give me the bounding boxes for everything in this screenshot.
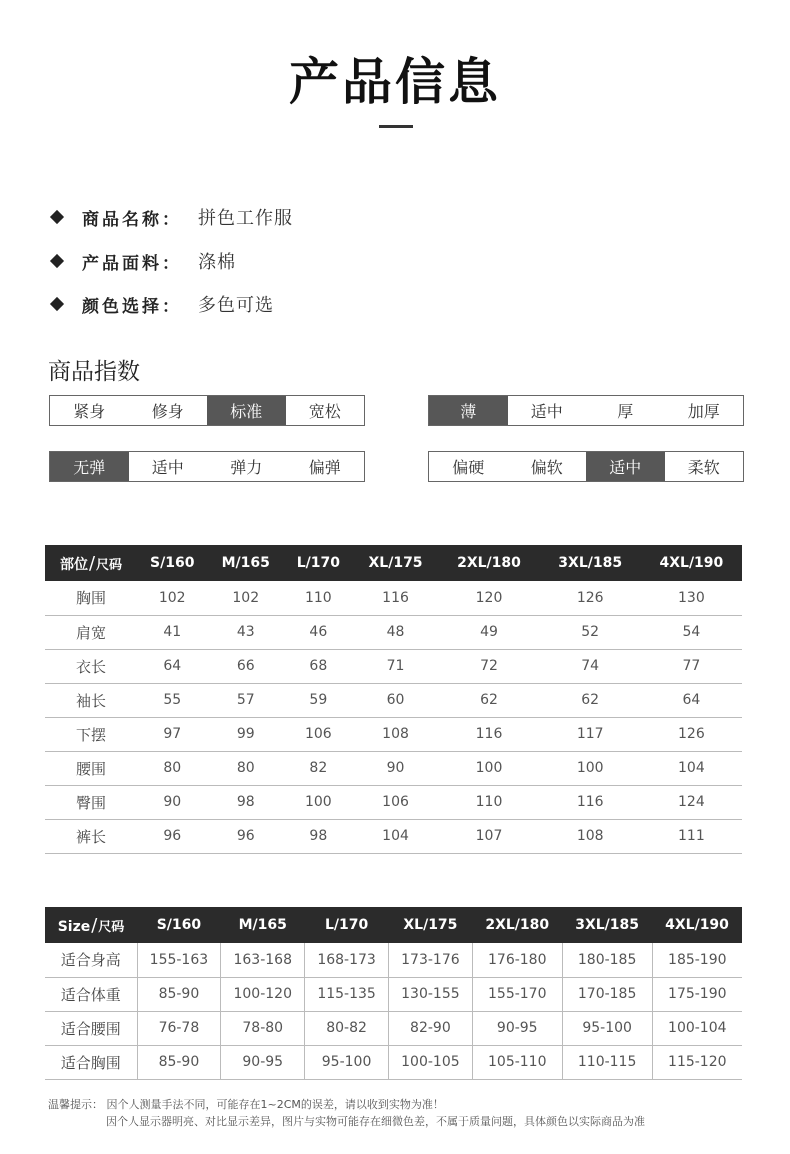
corner-main-label: 部位 <box>59 556 88 573</box>
scale-option: 偏弹 <box>308 458 341 477</box>
table-row <box>45 977 742 1011</box>
scale-option: 适中 <box>586 452 665 481</box>
table-cell: 106 <box>353 785 439 819</box>
table-cell: 116 <box>540 785 641 819</box>
size-column-header: M/165 <box>221 907 305 943</box>
scale-option: 弹力 <box>230 458 263 477</box>
table-cell: 107 <box>438 819 539 853</box>
table-cell: 62 <box>540 683 641 717</box>
diamond-bullet-icon <box>50 210 64 224</box>
info-row-color <box>50 292 274 316</box>
table-cell: 90 <box>353 751 439 785</box>
table-cell: 52 <box>540 615 641 649</box>
table-cell: 105-110 <box>472 1045 562 1079</box>
table-row <box>45 751 742 785</box>
table-cell: 59 <box>284 683 353 717</box>
table-cell: 49 <box>438 615 539 649</box>
table-cell: 72 <box>438 649 539 683</box>
table-cell: 102 <box>207 581 284 615</box>
table-cell: 55 <box>137 683 207 717</box>
corner-sub-label: 尺码 <box>98 919 125 935</box>
table-row <box>45 785 742 819</box>
corner-sub-label: 尺码 <box>96 557 123 573</box>
info-label: 颜色选择： <box>82 296 182 317</box>
row-label: 胸围 <box>45 581 137 615</box>
table-cell: 170-185 <box>562 977 652 1011</box>
table-cell: 168-173 <box>305 943 389 977</box>
table-cell: 85-90 <box>137 1045 221 1079</box>
size-column-header: 2XL/180 <box>438 545 539 581</box>
table-cell: 90-95 <box>472 1011 562 1045</box>
table-cell: 180-185 <box>562 943 652 977</box>
info-row-fabric <box>50 249 236 273</box>
row-label: 袖长 <box>45 683 137 717</box>
table-row <box>45 649 742 683</box>
diamond-bullet-icon <box>50 297 64 311</box>
scale-option: 标准 <box>207 396 286 425</box>
table-cell: 80-82 <box>305 1011 389 1045</box>
fit-scale <box>49 395 365 426</box>
note-line-1: 温馨提示： 因个人测量手法不同，可能存在1~2CM的误差，请以收到实物为准！ <box>48 1098 444 1111</box>
table-corner-header: Size/尺码 <box>45 907 137 943</box>
table-cell: 115-135 <box>305 977 389 1011</box>
table-cell: 173-176 <box>388 943 472 977</box>
scale-option: 适中 <box>151 458 184 477</box>
size-column-header: 3XL/185 <box>540 545 641 581</box>
table-cell: 120 <box>438 581 539 615</box>
row-label: 下摆 <box>45 717 137 751</box>
size-column-header: M/165 <box>207 545 284 581</box>
row-label: 适合腰围 <box>45 1011 137 1045</box>
size-column-header: L/170 <box>284 545 353 581</box>
scale-option: 加厚 <box>687 402 720 421</box>
table-cell: 124 <box>641 785 742 819</box>
table-cell: 90 <box>137 785 207 819</box>
table-cell: 163-168 <box>221 943 305 977</box>
scale-option: 无弹 <box>50 452 129 481</box>
table-header-row <box>45 545 742 581</box>
info-value: 拼色工作服 <box>198 208 293 229</box>
size-column-header: 4XL/190 <box>641 545 742 581</box>
index-title: 商品指数 <box>48 359 140 385</box>
table-cell: 116 <box>353 581 439 615</box>
table-cell: 41 <box>137 615 207 649</box>
table-cell: 95-100 <box>562 1011 652 1045</box>
table-cell: 68 <box>284 649 353 683</box>
table-cell: 80 <box>137 751 207 785</box>
size-column-header: 4XL/190 <box>652 907 742 943</box>
table-cell: 176-180 <box>472 943 562 977</box>
table-cell: 104 <box>353 819 439 853</box>
table-cell: 60 <box>353 683 439 717</box>
notes <box>48 1096 645 1130</box>
table-cell: 106 <box>284 717 353 751</box>
table-cell: 96 <box>137 819 207 853</box>
table-cell: 76-78 <box>137 1011 221 1045</box>
table-cell: 117 <box>540 717 641 751</box>
row-label: 适合身高 <box>45 943 137 977</box>
table-cell: 57 <box>207 683 284 717</box>
info-value: 多色可选 <box>198 295 274 316</box>
table-row <box>45 683 742 717</box>
table-cell: 66 <box>207 649 284 683</box>
row-label: 适合体重 <box>45 977 137 1011</box>
table-cell: 48 <box>353 615 439 649</box>
table-cell: 185-190 <box>652 943 742 977</box>
table-cell: 100-104 <box>652 1011 742 1045</box>
info-label: 产品面料： <box>82 253 182 274</box>
table-row <box>45 581 742 615</box>
table-cell: 110-115 <box>562 1045 652 1079</box>
table-cell: 110 <box>284 581 353 615</box>
size-measurement-table <box>45 545 742 854</box>
table-cell: 90-95 <box>221 1045 305 1079</box>
table-cell: 102 <box>137 581 207 615</box>
table-cell: 98 <box>207 785 284 819</box>
table-cell: 155-170 <box>472 977 562 1011</box>
size-column-header: 3XL/185 <box>562 907 652 943</box>
table-cell: 74 <box>540 649 641 683</box>
diamond-bullet-icon <box>50 254 64 268</box>
row-label: 适合胸围 <box>45 1045 137 1079</box>
table-cell: 126 <box>641 717 742 751</box>
table-cell: 54 <box>641 615 742 649</box>
table-row <box>45 1045 742 1079</box>
table-row <box>45 717 742 751</box>
scale-option: 偏软 <box>530 458 563 477</box>
table-cell: 78-80 <box>221 1011 305 1045</box>
table-cell: 80 <box>207 751 284 785</box>
softness-scale <box>428 451 744 482</box>
table-cell: 116 <box>438 717 539 751</box>
table-cell: 100 <box>540 751 641 785</box>
row-label: 衣长 <box>45 649 137 683</box>
table-cell: 46 <box>284 615 353 649</box>
table-cell: 100-105 <box>388 1045 472 1079</box>
table-row <box>45 943 742 977</box>
elasticity-scale <box>49 451 365 482</box>
table-cell: 108 <box>353 717 439 751</box>
table-cell: 82 <box>284 751 353 785</box>
scale-option: 偏硬 <box>452 458 485 477</box>
table-cell: 98 <box>284 819 353 853</box>
size-column-header: 2XL/180 <box>472 907 562 943</box>
scale-option: 柔软 <box>687 458 720 477</box>
table-cell: 96 <box>207 819 284 853</box>
size-column-header: S/160 <box>137 907 221 943</box>
table-corner-header: 部位/尺码 <box>45 545 137 581</box>
table-cell: 110 <box>438 785 539 819</box>
table-cell: 108 <box>540 819 641 853</box>
table-row <box>45 615 742 649</box>
table-cell: 62 <box>438 683 539 717</box>
table-cell: 155-163 <box>137 943 221 977</box>
table-cell: 100 <box>438 751 539 785</box>
table-cell: 64 <box>641 683 742 717</box>
table-cell: 115-120 <box>652 1045 742 1079</box>
scale-option: 修身 <box>151 402 184 421</box>
table-cell: 43 <box>207 615 284 649</box>
size-column-header: XL/175 <box>388 907 472 943</box>
scale-option: 厚 <box>617 402 634 421</box>
row-label: 裤长 <box>45 819 137 853</box>
table-cell: 111 <box>641 819 742 853</box>
table-row <box>45 819 742 853</box>
row-label: 肩宽 <box>45 615 137 649</box>
table-cell: 77 <box>641 649 742 683</box>
table-cell: 104 <box>641 751 742 785</box>
table-cell: 97 <box>137 717 207 751</box>
title-divider <box>379 125 413 128</box>
table-cell: 100 <box>284 785 353 819</box>
info-label: 商品名称： <box>82 209 182 230</box>
size-column-header: L/170 <box>305 907 389 943</box>
scale-option: 薄 <box>429 396 508 425</box>
table-cell: 130 <box>641 581 742 615</box>
table-row <box>45 1011 742 1045</box>
info-value: 涤棉 <box>198 252 236 273</box>
thickness-scale <box>428 395 744 426</box>
info-row-name <box>50 205 293 229</box>
corner-main-label: Size <box>57 918 91 935</box>
note-line-2: 因个人显示器明亮、对比显示差异，图片与实物可能存在细微色差，不属于质量问题，具体颜色以实际商品为准 <box>106 1115 645 1128</box>
table-cell: 99 <box>207 717 284 751</box>
scale-option: 适中 <box>530 402 563 421</box>
table-cell: 175-190 <box>652 977 742 1011</box>
table-cell: 64 <box>137 649 207 683</box>
table-header-row <box>45 907 742 943</box>
size-column-header: S/160 <box>137 545 207 581</box>
table-cell: 71 <box>353 649 439 683</box>
size-fit-table <box>45 907 742 1080</box>
table-cell: 126 <box>540 581 641 615</box>
scale-option: 宽松 <box>308 402 341 421</box>
page-title: 产品信息 <box>289 53 501 111</box>
size-column-header: XL/175 <box>353 545 439 581</box>
table-cell: 95-100 <box>305 1045 389 1079</box>
row-label: 腰围 <box>45 751 137 785</box>
row-label: 臀围 <box>45 785 137 819</box>
table-cell: 100-120 <box>221 977 305 1011</box>
table-cell: 82-90 <box>388 1011 472 1045</box>
table-cell: 85-90 <box>137 977 221 1011</box>
table-cell: 130-155 <box>388 977 472 1011</box>
scale-option: 紧身 <box>73 402 106 421</box>
